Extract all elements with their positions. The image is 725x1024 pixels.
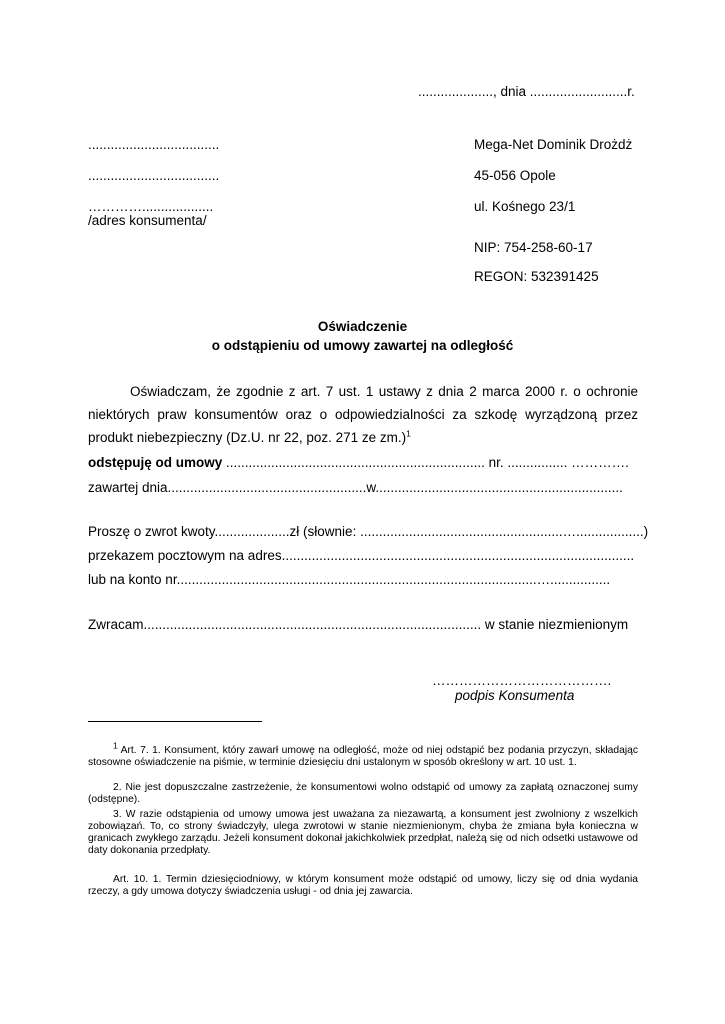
- footnote-1-text: Art. 7. 1. Konsument, który zawarł umowę na odległość, może od niej odstąpić bez podania przyczyn, składając stosowne oświadczenie na piśmie, w terminie dziesięciu dni ustalonym w sposób określony w art. 10 ust. 1.: [88, 745, 638, 768]
- footnote-4: Art. 10. 1. Termin dziesięciodniowy, w którym konsument może odstąpić od umowy, liczy się od dnia wydania rzeczy, a gdy umowa dotyczy świadczenia usługi - od dnia jej zawarcia.: [88, 874, 638, 897]
- document-title: Oświadczenie: [317, 319, 408, 334]
- account-line: lub na konto nr................................................................................................…................: [88, 572, 611, 587]
- document-subtitle: o odstąpieniu od umowy zawartej na odległość: [211, 338, 514, 353]
- body-line-3-text: produkt niebezpieczny (Dz.U. nr 22, poz. 271 ze zm.): [88, 430, 407, 445]
- signature-label: podpis Konsumenta: [455, 688, 575, 703]
- refund-line: Proszę o zwrot kwoty....................zł (słownie: ......................................................…..................): [88, 524, 649, 539]
- company-street: ul. Kośnego 23/1: [474, 199, 576, 214]
- consumer-line-2: ...................................: [88, 168, 220, 183]
- date-line: ...................., dnia ..........................r.: [418, 84, 635, 99]
- concluded-line: zawartej dnia.....................................................w..................................................................: [88, 480, 623, 495]
- postal-line: przekazem pocztowym na adres..............................................................................................: [88, 548, 635, 563]
- consumer-address-label: /adres konsumenta/: [88, 213, 207, 228]
- consumer-line-1: ...................................: [88, 137, 220, 152]
- company-name: Mega-Net Dominik Drożdż: [474, 137, 633, 152]
- return-line: Zwracam.......................................................................................... w stanie niezmienionym: [88, 617, 629, 632]
- company-nip: NIP: 754-258-60-17: [474, 240, 593, 255]
- signature-dots: ………………………………….: [432, 673, 612, 688]
- body-line-2: niektórych praw konsumentów oraz o odpowiedzialności za szkodę wyrządzoną przez: [88, 407, 638, 422]
- footnote-1-marker: 1: [113, 740, 118, 751]
- footnote-ref: 1: [406, 428, 411, 439]
- footnote-3: 3. W razie odstąpienia od umowy umowa jest uważana za niezawartą, a konsument jest zwolniony z wszelkich zobowiązań. To, co strony świadczyły, ulega zwrotowi w stanie niezmienionym, chyba że zmiana była konieczna w granicach zwykłego zarządu. Jeżeli konsument dokonał jakichkolwiek przedpłat, należą się od nich odsetki ustawowe od daty dokonania przedpłaty.: [88, 809, 638, 856]
- withdraw-line: [88, 455, 629, 470]
- footnote-1: [88, 740, 638, 769]
- withdraw-rest: ..................................................................... nr. ................ ………….: [222, 455, 629, 470]
- company-city: 45-056 Opole: [474, 168, 556, 183]
- body-line-3: [88, 430, 411, 445]
- body-line-1: Oświadczam, że zgodnie z art. 7 ust. 1 ustawy z dnia 2 marca 2000 r. o ochronie: [130, 384, 638, 399]
- consumer-line-3: …………...................: [88, 199, 214, 214]
- footnote-2: 2. Nie jest dopuszczalne zastrzeżenie, że konsumentowi wolno odstąpić od umowy za zapłatą oznaczonej sumy (odstępne).: [88, 782, 638, 805]
- company-regon: REGON: 532391425: [474, 269, 599, 284]
- footnote-separator: [88, 721, 262, 722]
- withdraw-bold: odstępuję od umowy: [88, 455, 223, 470]
